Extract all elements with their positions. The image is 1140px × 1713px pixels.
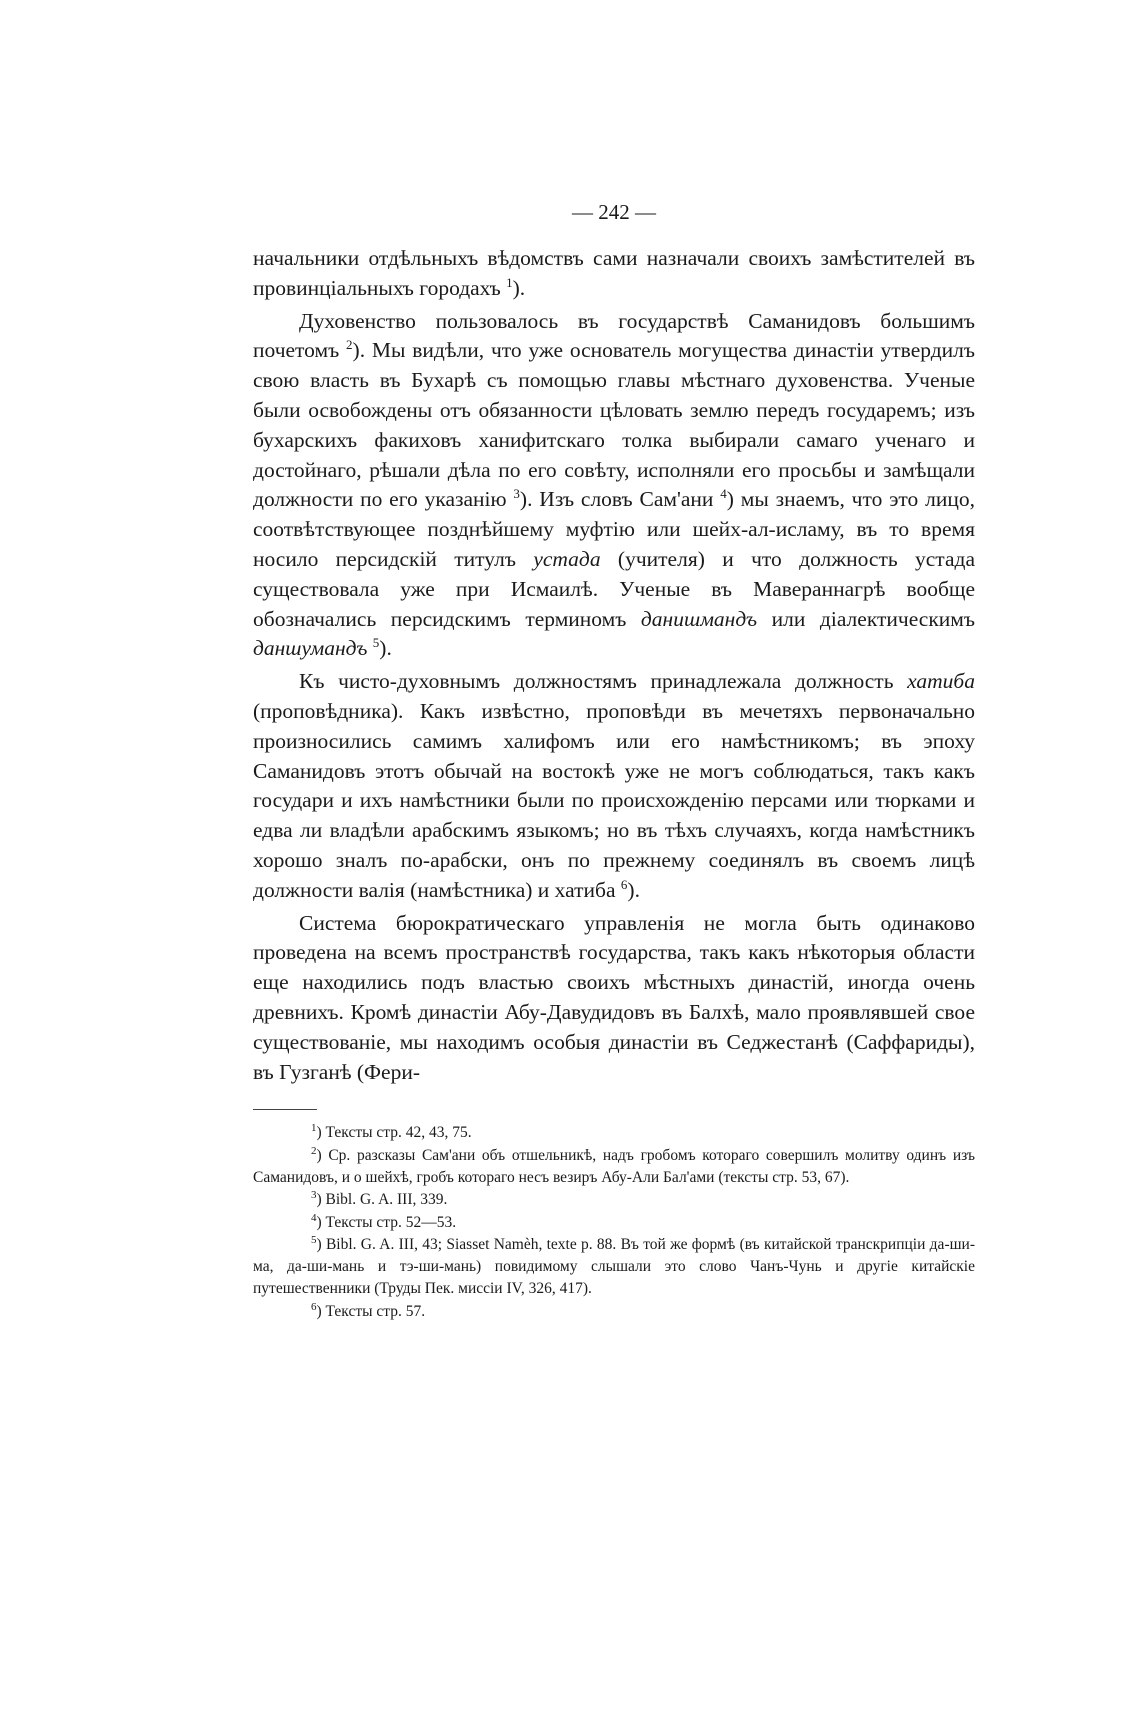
footnote-mark: 6 [311,1300,317,1313]
footnote-text: ) Bibl. G. A. III, 339. [316,1191,448,1209]
italic-term: устада [533,546,601,571]
footnote-reference: 5 [372,635,380,651]
footnote-divider [253,1109,317,1110]
paragraph-clergy [253,307,975,665]
italic-term: даншумандъ [253,636,368,661]
footnotes [253,1122,975,1323]
text-run: начальники отдѣльныхъ вѣдомствъ сами назначали своихъ замѣстителей въ провинціальныхъ городахъ [253,246,975,300]
footnote-mark: 2 [311,1144,317,1157]
footnote-text: ) Тексты стр. 52—53. [316,1213,457,1231]
italic-term: хатиба [907,669,975,694]
text-run: ) мы знаемъ, что это лицо, соотвѣтствующее позднѣйшему муфтію или шейх-ал-исламу, въ то время носило персидскій титулъ [253,487,975,571]
footnote-text: ) Тексты стр. 57. [316,1302,426,1320]
text-run: Духовенство пользовалось въ государствѣ Саманидовъ большимъ почетомъ [253,308,975,363]
text-run: ). Мы видѣли, что уже основатель могущества династіи утвердилъ свою власть въ Бухарѣ съ помощью главы мѣстнаго духовенства. Ученые были освобождены отъ обязанности цѣловать землю передъ государемъ; изъ бухарскихъ факиховъ ханифитскаго толка выбирали самаго ученаго и достойнаго, рѣшали дѣла по его совѣту, исполняли его просьбы и замѣщали должности по его указанію [253,338,975,512]
text-run: (учителя) и что должность устада существовала уже при Исмаилѣ. Ученые въ Мавераннагрѣ вообще обозначались персидскимъ терминомъ [253,546,975,631]
italic-term: данишмандъ [640,606,758,631]
footnote-reference: 3 [513,486,520,502]
footnote-reference: 2 [346,337,353,353]
page-number: — 242 — [572,200,656,224]
text-run: Къ чисто-духовнымъ должностямъ принадлежала должность [299,669,908,694]
text-run: ). [512,275,526,300]
footnote-2 [253,1145,975,1190]
footnote-1 [253,1122,975,1144]
footnote-reference: 6 [620,876,628,892]
body-text [253,244,975,1087]
footnote-6 [253,1301,975,1323]
footnote-reference: 4 [720,486,727,502]
footnote-mark: 4 [311,1211,317,1224]
footnote-4 [253,1212,975,1234]
text-run: или діалектическимъ [757,606,975,631]
page [253,198,975,1323]
footnote-3 [253,1189,975,1211]
footnote-mark: 5 [311,1233,317,1246]
footnote-text: ) Ср. разсказы Сам'ани объ отшельникѣ, надъ гробомъ котораго совершилъ молитву одинъ изъ Саманидовъ, и о шейхѣ, гробъ котораго несъ везиръ Абу-Али Бал'ами (тексты стр. 53, 67). [253,1146,975,1186]
footnote-mark: 3 [311,1189,317,1202]
text-run: Система бюрократическаго управленія не могла быть одинаково проведена на всемъ пространствѣ государства, такъ какъ нѣкоторыя области еще находились подъ властью своихъ мѣстныхъ династій, иногда очень древнихъ. Кромѣ династіи Абу-Давудидовъ въ Балхѣ, мало проявлявшей свое существованіе, мы находимъ особыя династіи въ Седжестанѣ (Саффариды), въ Гузганѣ (Фери- [253,910,975,1084]
footnote-mark: 1 [311,1122,317,1135]
paragraph-system [253,909,975,1088]
footnote-reference: 1 [506,274,513,290]
paragraph-continuation [253,244,975,304]
text-run: ). [379,636,392,661]
footnote-text: ) Тексты стр. 42, 43, 75. [316,1124,472,1142]
text-run: ). [627,877,640,902]
text-run: (проповѣдника). Какъ извѣстно, проповѣди въ мечетяхъ первоначально произносились самимъ халифомъ или его намѣстникомъ; въ эпоху Саманидовъ этотъ обычай на востокѣ уже не могъ соблюдаться, такъ какъ государи и ихъ намѣстники были по происхожденію персами или тюрками и едва ли владѣли арабскимъ языкомъ; но въ тѣхъ случаяхъ, когда намѣстникъ хорошо зналъ по-арабски, онъ по прежнему соединялъ въ своемъ лицѣ должности валія (намѣстника) и хатиба [253,698,975,902]
footnote-5 [253,1234,975,1301]
paragraph-khatib [253,667,975,905]
text-run: ). Изъ словъ Сам'ани [519,487,721,512]
footnote-text: ) Bibl. G. A. III, 43; Siasset Namèh, texte p. 88. Въ той же формѣ (въ китайской транскрипціи да-ши-ма, да-ши-мань и тэ-ши-мань) повидимому слышали это слово Чанъ-Чунь и другіе китайскіе путешественники (Труды Пек. миссіи IV, 326, 417). [253,1235,975,1298]
